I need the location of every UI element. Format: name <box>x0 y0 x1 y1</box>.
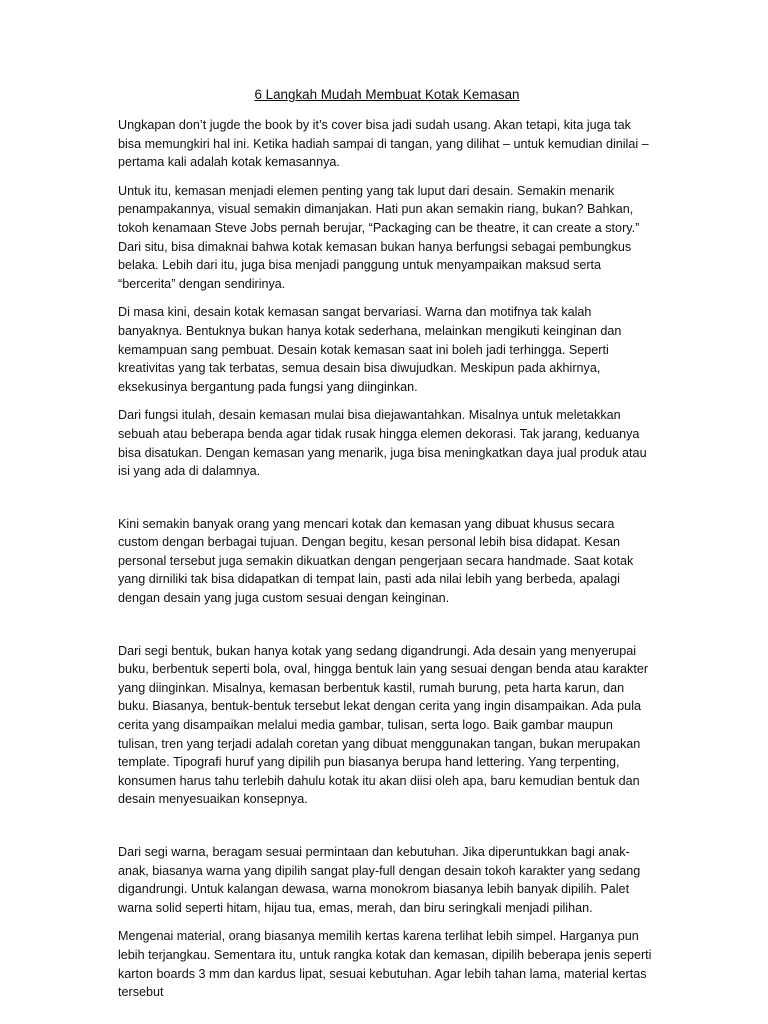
paragraph-4: Dari fungsi itulah, desain kemasan mulai bisa diejawantahkan. Misalnya untuk meletakkan sebuah atau beberapa benda agar tidak rusak hingga elemen dekorasi. Tak jarang, keduanya bisa disatukan. Dengan kemasan yang menarik, juga bisa meningkatkan daya jual produk atau isi yang ada di dalamnya. <box>118 408 647 479</box>
paragraph-1: Ungkapan don’t jugde the book by it’s cover bisa jadi sudah usang. Akan tetapi, kita juga tak bisa memungkiri hal ini. Ketika hadiah sampai di tangan, yang dilihat – untuk kemudian dinilai – pertama kali adalah kotak kemasannya. <box>118 118 649 170</box>
paragraph-5: Kini semakin banyak orang yang mencari kotak dan kemasan yang dibuat khusus secara custom dengan berbagai tujuan. Dengan begitu, kesan personal lebih bisa didapat. Kesan personal tersebut juga semakin dikuatkan dengan pengerjaan secara handmade. Saat kotak yang dirniliki tak bisa didapatkan di tempat lain, pasti ada nilai lebih yang berbeda, apalagi dengan desain yang juga custom sesuai dengan keinginan. <box>118 516 634 606</box>
paragraph-6: Dari segi bentuk, bukan hanya kotak yang sedang digandrungi. Ada desain yang menyerupai buku, berbentuk seperti bola, oval, hingga bentuk lain yang sesuai dengan benda atau karakter yang diinginkan. Misalnya, kemasan berbentuk kastil, rumah burung, peta harta karun, dan buku. Biasanya, bentuk-bentuk tersebut lekat dengan cerita yang ingin disampaikan. Ada pula cerita yang disampaikan melalui media gambar, tulisan, serta logo. Baik gambar maupun tulisan, tren yang terjadi adalah coretan yang dibuat menggunakan tangan, bukan merupakan template. Tipografi huruf yang dipilih pun biasanya berupa hand lettering. Yang terpenting, konsumen harus tahu terlebih dahulu kotak itu akan diisi oleh apa, baru kemudian bentuk dan desain menyesuaikan konsepnya. <box>118 643 649 807</box>
document-title: 6 Langkah Mudah Membuat Kotak Kemasan <box>254 87 520 102</box>
paragraph-3: Di masa kini, desain kotak kemasan sangat bervariasi. Warna dan motifnya tak kalah banyaknya. Bentuknya bukan hanya kotak sederhana, melainkan mengikuti keinginan dan kemampuan sang pembuat. Desain kotak kemasan saat ini boleh jadi terhingga. Seperti kreativitas yang tak terbatas, semua desain bisa diwujudkan. Meskipun pada akhirnya, eksekusinya bergantung pada fungsi yang diinginkan. <box>118 305 622 394</box>
paragraph-7: Dari segi warna, beragam sesuai permintaan dan kebutuhan. Jika diperuntukkan bagi anak-anak, biasanya warna yang dipilih sangat play-full dengan desain tokoh karakter yang sedang digandrungi. Untuk kalangan dewasa, warna monokrom biasanya lebih banyak dipilih. Palet warna solid seperti hitam, hijau tua, emas, merah, dan biru seringkali menjadi pilihan. <box>118 845 641 915</box>
paragraph-8: Mengenai material, orang biasanya memilih kertas karena terlihat lebih simpel. Harganya pun lebih terjangkau. Sementara itu, untuk rangka kotak dan kemasan, dipilih beberapa jenis seperti karton boards 3 mm dan kardus lipat, sesuai kebutuhan. Agar lebih tahan lama, material kertas tersebut <box>118 929 652 1000</box>
paragraph-2: Untuk itu, kemasan menjadi elemen penting yang tak luput dari desain. Semakin menarik penampakannya, visual semakin dimanjakan. Hati pun akan semakin riang, bukan? Bahkan, tokoh kenamaan Steve Jobs pernah berujar, “Packaging can be theatre, it can create a story.” Dari situ, bisa dimaknai bahwa kotak kemasan bukan hanya berfungsi sebagai pembungkus belaka. Lebih dari itu, juga bisa menjadi panggung untuk menyampaikan maksud serta “bercerita” dengan sendirinya. <box>118 183 640 291</box>
